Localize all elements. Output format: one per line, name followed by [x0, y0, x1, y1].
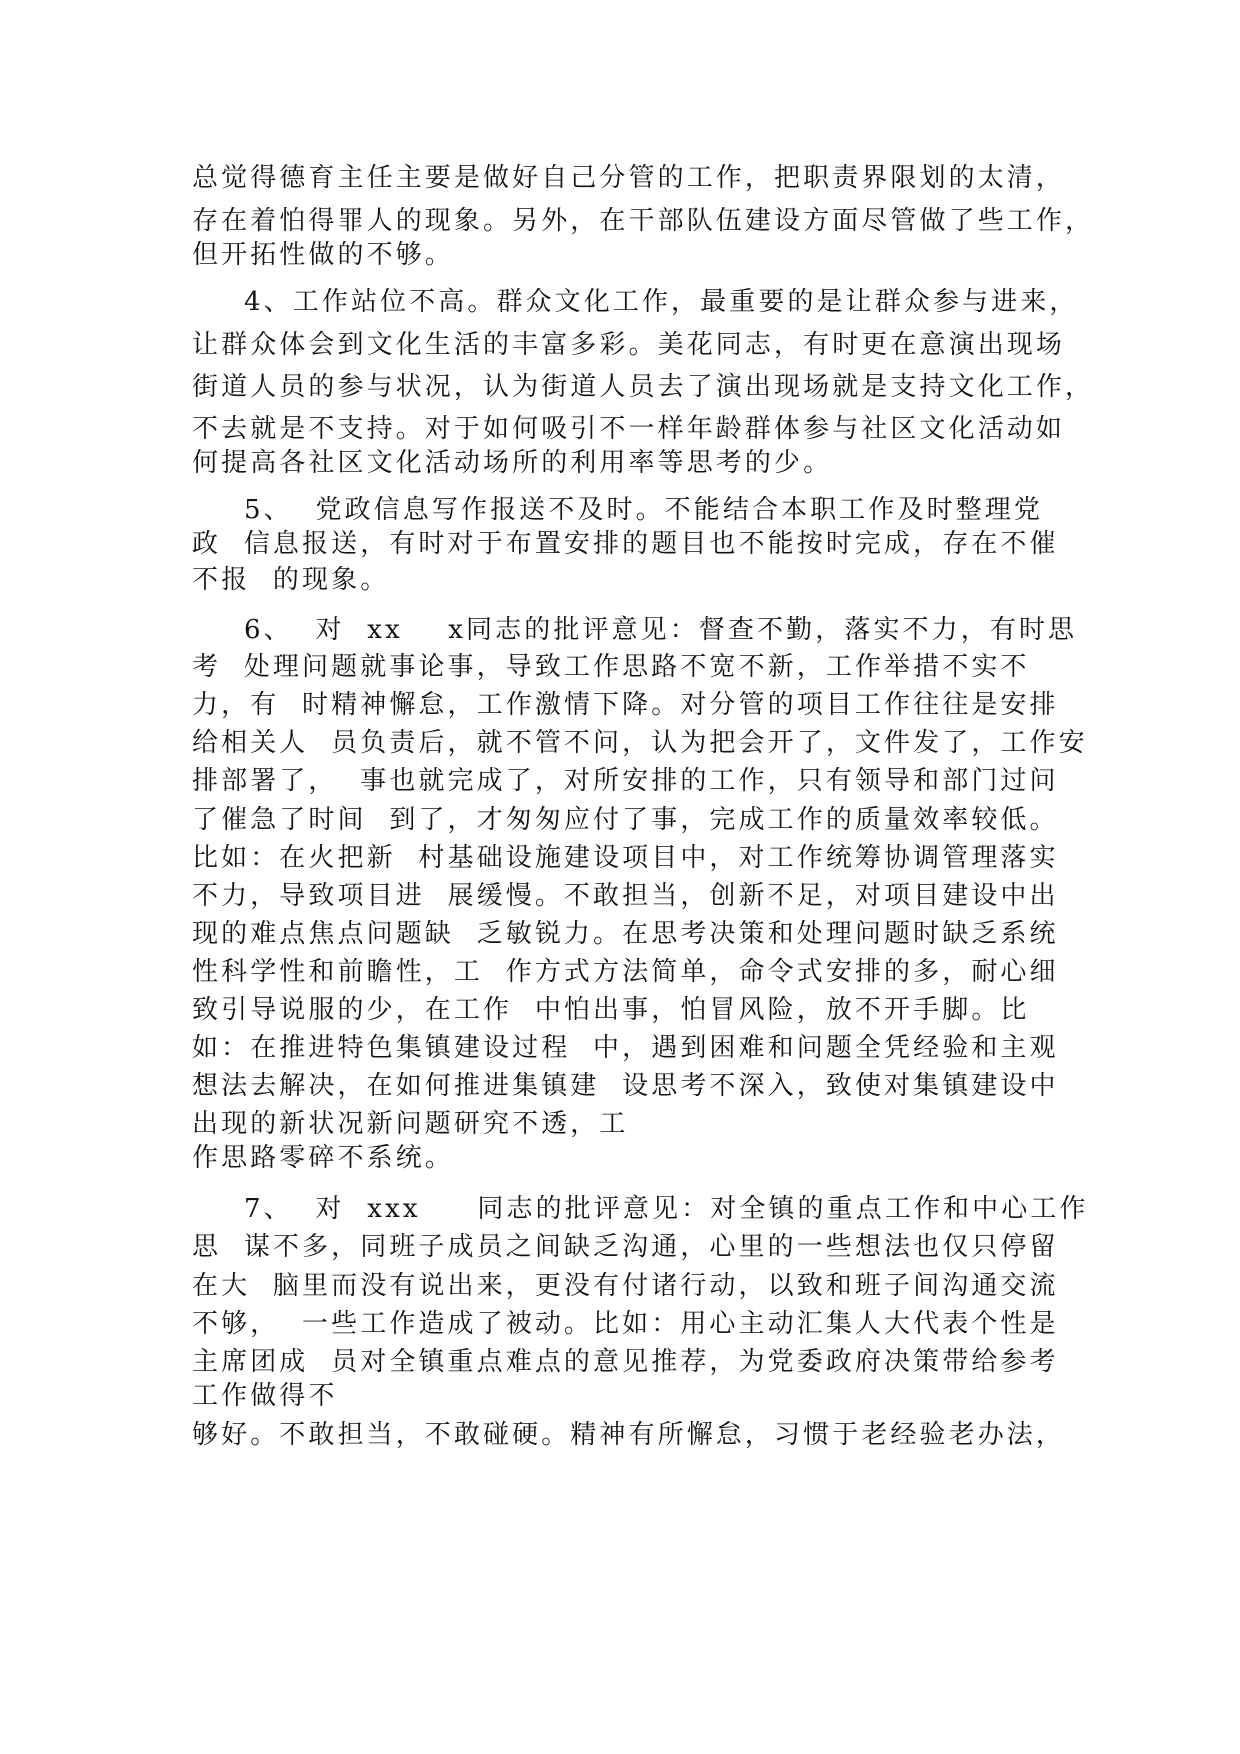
text-line: 了催急了时间 到了，才匆匆应付了事，完成工作的质量效率较低。	[192, 805, 1059, 835]
text-line: 主席团成 员对全镇重点难点的意见推荐，为党委政府决策带给参考	[192, 1347, 1059, 1377]
text-line: 思 谋不多，同班子成员之间缺乏沟通，心里的一些想法也仅只停留	[192, 1232, 1059, 1262]
text-line: 致引导说服的少，在工作 中怕出事，怕冒风险，放不开手脚。比	[192, 995, 1030, 1025]
text-line: 力，有 时精神懈怠，工作激情下降。对分管的项目工作往往是安排	[192, 690, 1059, 720]
text-line: 但开拓性做的不够。	[192, 240, 454, 270]
paragraph-start-line: 5、 党政信息写作报送不及时。不能结合本职工作及时整理党	[244, 495, 1043, 525]
text-line: 现的难点焦点问题缺 乏敏锐力。在思考决策和处理问题时缺乏系统	[192, 919, 1059, 949]
text-line: 出现的新状况新问题研究不透，工	[192, 1109, 629, 1139]
text-line: 作思路零碎不系统。	[192, 1143, 454, 1173]
text-line: 总觉得德育主任主要是做好自己分管的工作，把职责界限划的太清，	[192, 163, 1066, 193]
text-line: 如：在推进特色集镇建设过程 中，遇到困难和问题全凭经验和主观	[192, 1033, 1059, 1063]
paragraph-start-line: 4、工作站位不高。群众文化工作，最重要的是让群众参与进来，	[244, 287, 1079, 317]
text-line: 在大 脑里而没有说出来，更没有付诸行动，以致和班子间沟通交流	[192, 1271, 1059, 1301]
paragraph-start-line: 7、 对 xxx 同志的批评意见：对全镇的重点工作和中心工作	[244, 1194, 1089, 1224]
text-line: 给相关人 员负责后，就不管不问，认为把会开了，文件发了，工作安	[192, 728, 1088, 758]
text-line: 不去就是不支持。对于如何吸引不一样年龄群体参与社区文化活动如	[192, 414, 1066, 444]
text-line: 排部署了， 事也就完成了，对所安排的工作，只有领导和部门过问	[192, 766, 1059, 796]
text-line: 不报 的现象。	[192, 565, 390, 595]
text-line: 不力，导致项目进 展缓慢。不敢担当，创新不足，对项目建设中出	[192, 881, 1059, 911]
text-line: 让群众体会到文化生活的丰富多彩。美花同志，有时更在意演出现场	[192, 330, 1066, 360]
paragraph-start-line: 6、 对 xx x同志的批评意见：督查不勤，落实不力，有时思	[244, 615, 1078, 645]
text-line: 政 信息报送，有时对于布置安排的题目也不能按时完成，存在不催	[192, 529, 1059, 559]
text-line: 工作做得不	[192, 1381, 338, 1411]
text-line: 考 处理问题就事论事，导致工作思路不宽不新，工作举措不实不	[192, 652, 1030, 682]
text-line: 想法去解决，在如何推进集镇建 设思考不深入，致使对集镇建设中	[192, 1071, 1059, 1101]
text-line: 街道人员的参与状况，认为街道人员去了演出现场就是支持文化工作，	[192, 372, 1095, 402]
text-line: 不够， 一些工作造成了被动。比如：用心主动汇集人大代表个性是	[192, 1309, 1059, 1339]
text-line: 存在着怕得罪人的现象。另外，在干部队伍建设方面尽管做了些工作，	[192, 206, 1095, 236]
text-line: 够好。不敢担当，不敢碰硬。精神有所懈怠，习惯于老经验老办法，	[192, 1420, 1066, 1450]
text-line: 比如：在火把新 村基础设施建设项目中，对工作统筹协调管理落实	[192, 843, 1059, 873]
text-line: 何提高各社区文化活动场所的利用率等思考的少。	[192, 448, 833, 478]
text-line: 性科学性和前瞻性，工 作方式方法简单，命令式安排的多，耐心细	[192, 957, 1059, 987]
